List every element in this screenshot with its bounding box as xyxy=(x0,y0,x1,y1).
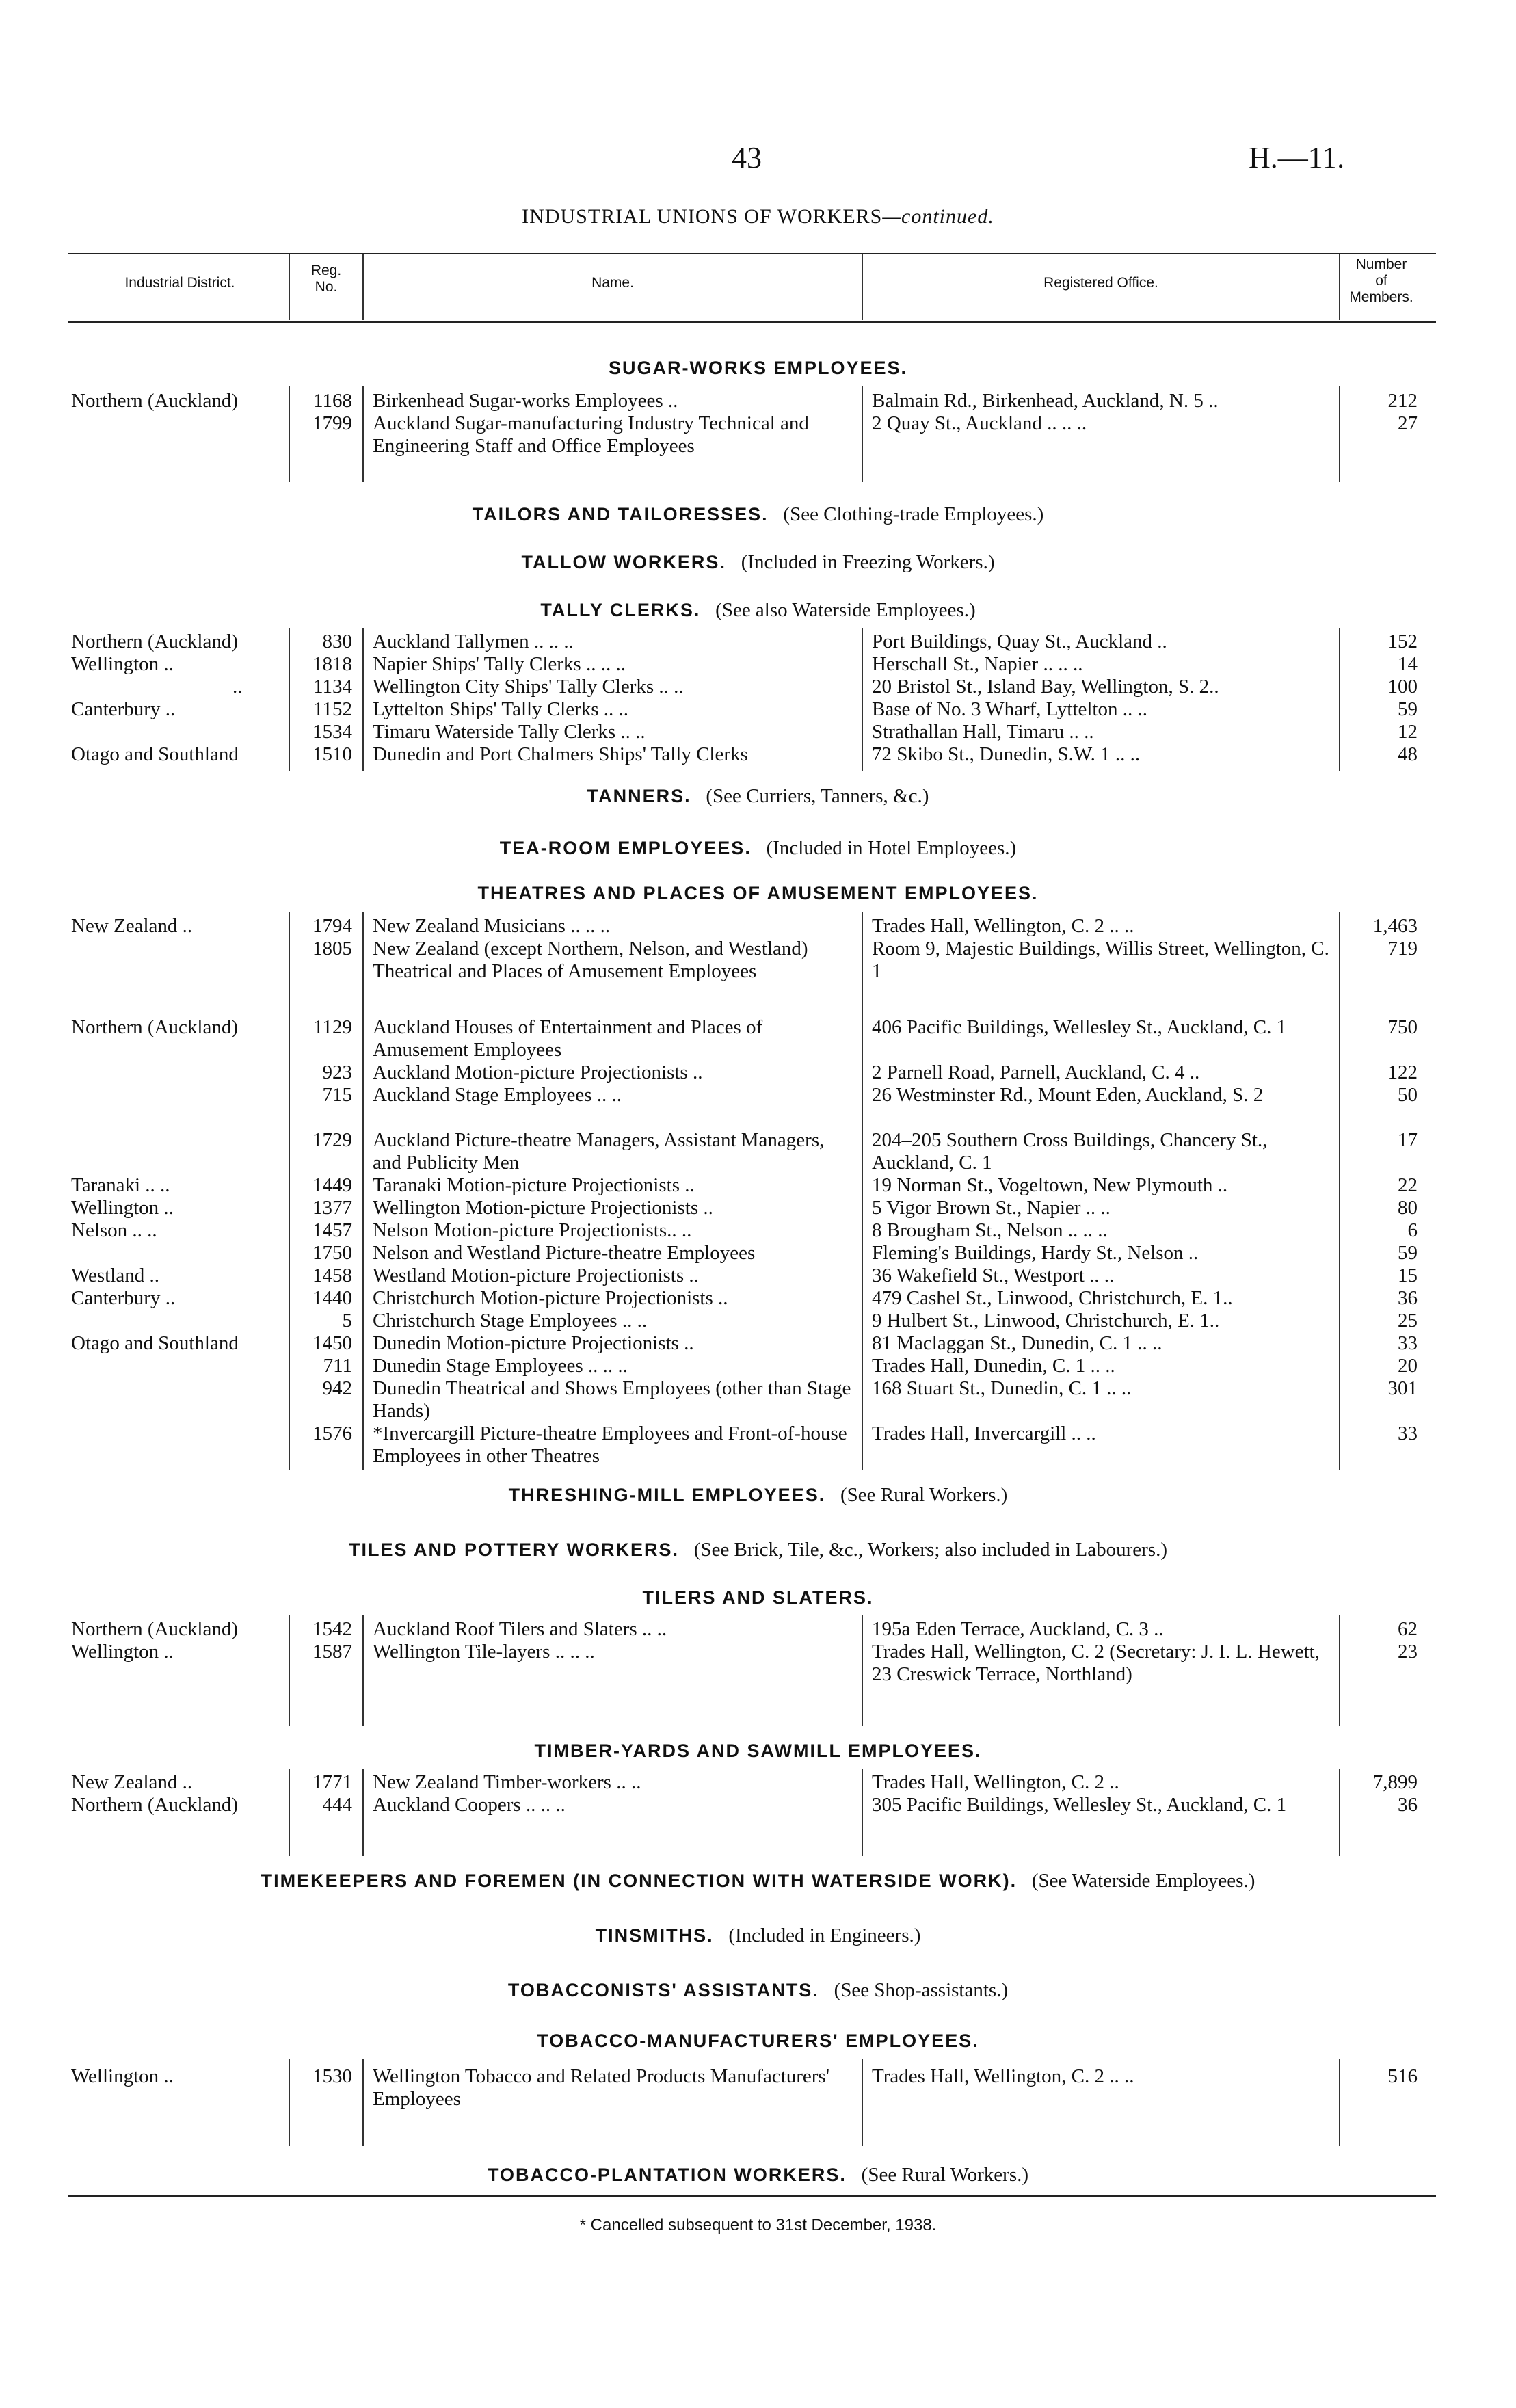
table-caption xyxy=(0,205,1516,228)
section-heading xyxy=(0,551,1516,574)
cell-reg: 1587 xyxy=(312,1641,352,1663)
section-note: (See Rural Workers.) xyxy=(861,2164,1029,2186)
cell-office: Room 9, Majestic Buildings, Willis Street, Wellington, C. 1 xyxy=(872,938,1329,982)
cell-members: 301 xyxy=(1387,1377,1418,1399)
cell-office: 2 Quay St., Auckland .. .. .. xyxy=(872,412,1087,434)
cell-office: 81 Maclaggan St., Dunedin, C. 1 .. .. xyxy=(872,1332,1162,1354)
col-header-office: Registered Office. xyxy=(1043,275,1158,291)
cell-district: Northern (Auckland) xyxy=(71,1618,238,1640)
cell-office: Port Buildings, Quay St., Auckland .. xyxy=(872,631,1167,652)
col-sep xyxy=(1339,1615,1340,1726)
section-note: (See Brick, Tile, &c., Workers; also included in Labourers.) xyxy=(693,1539,1167,1561)
section-note: (See Curriers, Tanners, &c.) xyxy=(706,785,929,807)
section-heading xyxy=(0,2164,1516,2186)
cell-name: Nelson and Westland Picture-theatre Employees xyxy=(373,1242,756,1264)
cell-office: 19 Norman St., Vogeltown, New Plymouth .. xyxy=(872,1174,1228,1196)
col-header-members xyxy=(1340,256,1422,306)
section-title: TOBACCO-PLANTATION WORKERS. xyxy=(487,2165,847,2185)
cell-reg: 1771 xyxy=(312,1771,352,1793)
cell-reg: 1799 xyxy=(312,412,352,434)
cell-district: Northern (Auckland) xyxy=(71,631,238,652)
cell-members: 23 xyxy=(1398,1641,1418,1663)
caption-continued: —continued. xyxy=(882,205,994,228)
cell-reg: 444 xyxy=(322,1794,352,1816)
cell-reg: 923 xyxy=(322,1061,352,1083)
section-heading xyxy=(0,503,1516,526)
section-heading xyxy=(0,882,1516,905)
section-note: (See Rural Workers.) xyxy=(840,1484,1008,1506)
col-sep xyxy=(862,1769,863,1856)
cell-members: 100 xyxy=(1387,676,1418,698)
col-header-members-l1: Number xyxy=(1355,256,1407,272)
cell-name: Timaru Waterside Tally Clerks .. .. xyxy=(373,721,646,743)
cell-office: 72 Skibo St., Dunedin, S.W. 1 .. .. xyxy=(872,743,1141,765)
cell-name: Dunedin and Port Chalmers Ships' Tally Clerks xyxy=(373,743,748,765)
cell-office: 2 Parnell Road, Parnell, Auckland, C. 4 .. xyxy=(872,1061,1200,1083)
cell-members: 1,463 xyxy=(1372,915,1418,937)
cell-reg: 1805 xyxy=(312,938,352,960)
cell-reg: 1449 xyxy=(312,1174,352,1196)
cell-name: Auckland Houses of Entertainment and Places of Amusement Employees xyxy=(373,1016,763,1061)
col-header-members-l2: of xyxy=(1375,273,1387,289)
cell-office: 195a Eden Terrace, Auckland, C. 3 .. xyxy=(872,1618,1164,1640)
cell-reg: 1377 xyxy=(312,1197,352,1219)
cell-name: Auckland Sugar-manufacturing Industry Technical and Engineering Staff and Office Employees xyxy=(373,412,809,457)
cell-district: Westland .. xyxy=(71,1265,159,1286)
cell-members: 750 xyxy=(1387,1016,1418,1038)
section-title: THEATRES AND PLACES OF AMUSEMENT EMPLOYEES. xyxy=(477,883,1039,903)
cell-name: Wellington Tile-layers .. .. .. xyxy=(373,1641,595,1663)
col-header-reg-l1: Reg. xyxy=(310,263,342,278)
cell-members: 7,899 xyxy=(1372,1771,1418,1793)
caption-main: INDUSTRIAL UNIONS OF WORKERS xyxy=(522,205,883,228)
cell-district: Wellington .. xyxy=(71,1641,174,1663)
section-note: (See Clothing-trade Employees.) xyxy=(783,503,1044,525)
cell-office: 8 Brougham St., Nelson .. .. .. xyxy=(872,1219,1108,1241)
cell-members: 719 xyxy=(1387,938,1418,960)
cell-reg: 1542 xyxy=(312,1618,352,1640)
cell-name: Christchurch Motion-picture Projectionists .. xyxy=(373,1287,728,1309)
cell-name: Auckland Motion-picture Projectionists .. xyxy=(373,1061,703,1083)
col-sep xyxy=(362,1769,364,1856)
cell-office: 9 Hulbert St., Linwood, Christchurch, E. 1.. xyxy=(872,1310,1220,1332)
col-sep xyxy=(1339,386,1340,482)
section-title: SUGAR-WORKS EMPLOYEES. xyxy=(608,358,908,378)
cell-members: 25 xyxy=(1398,1310,1418,1332)
cell-district: Canterbury .. xyxy=(71,698,176,720)
section-title: TALLY CLERKS. xyxy=(540,600,701,620)
col-sep xyxy=(362,2059,364,2146)
col-sep xyxy=(862,386,863,482)
col-header-name: Name. xyxy=(591,275,634,291)
cell-name: New Zealand Timber-workers .. .. xyxy=(373,1771,641,1793)
cell-members: 36 xyxy=(1398,1794,1418,1816)
col-header-district: Industrial District. xyxy=(124,275,235,291)
col-sep xyxy=(1339,912,1340,1470)
cell-reg: 1134 xyxy=(313,676,352,698)
cell-office: 406 Pacific Buildings, Wellesley St., Auckland, C. 1 xyxy=(872,1016,1287,1038)
cell-name: Taranaki Motion-picture Projectionists .. xyxy=(373,1174,695,1196)
cell-reg: 1534 xyxy=(312,721,352,743)
col-sep xyxy=(862,628,863,771)
cell-district: Taranaki .. .. xyxy=(71,1174,170,1196)
col-header-reg xyxy=(290,263,362,295)
cell-name: Wellington Tobacco and Related Products Manufacturers' Employees xyxy=(373,2065,829,2110)
section-heading xyxy=(0,837,1516,860)
cell-members: 152 xyxy=(1387,631,1418,652)
cell-district: Nelson .. .. xyxy=(71,1219,157,1241)
cell-members: 516 xyxy=(1387,2065,1418,2087)
col-header-members-l3: Members. xyxy=(1349,289,1413,305)
cell-name: Auckland Stage Employees .. .. xyxy=(373,1084,622,1106)
cell-members: 48 xyxy=(1398,743,1418,765)
cell-office: 204–205 Southern Cross Buildings, Chancery St., Auckland, C. 1 xyxy=(872,1129,1268,1174)
section-title: TIMBER-YARDS AND SAWMILL EMPLOYEES. xyxy=(534,1741,982,1761)
cell-district: Otago and Southland xyxy=(71,743,239,765)
cell-reg: 1458 xyxy=(312,1265,352,1286)
col-sep xyxy=(362,912,364,1470)
cell-reg: 1440 xyxy=(312,1287,352,1309)
cell-reg: 1450 xyxy=(312,1332,352,1354)
col-sep xyxy=(1339,628,1340,771)
col-sep xyxy=(862,1615,863,1726)
section-title: TANNERS. xyxy=(587,786,691,806)
cell-district: Wellington .. xyxy=(71,1197,174,1219)
section-heading xyxy=(0,1587,1516,1609)
cell-members: 33 xyxy=(1398,1423,1418,1444)
cell-office: 479 Cashel St., Linwood, Christchurch, E. 1.. xyxy=(872,1287,1233,1309)
section-title: TAILORS AND TAILORESSES. xyxy=(472,504,769,525)
cell-members: 59 xyxy=(1398,1242,1418,1264)
cell-reg: 715 xyxy=(322,1084,352,1106)
cell-members: 14 xyxy=(1398,653,1418,675)
cell-office: Trades Hall, Invercargill .. .. xyxy=(872,1423,1096,1444)
cell-members: 20 xyxy=(1398,1355,1418,1377)
cell-members: 59 xyxy=(1398,698,1418,720)
header-bottom-rule xyxy=(68,321,1436,323)
cell-name: Auckland Picture-theatre Managers, Assistant Managers, and Publicity Men xyxy=(373,1129,825,1174)
cell-district: Wellington .. xyxy=(71,653,174,675)
col-sep xyxy=(362,628,364,771)
cell-name: Auckland Coopers .. .. .. xyxy=(373,1794,566,1816)
cell-office: 20 Bristol St., Island Bay, Wellington, S. 2.. xyxy=(872,676,1219,698)
section-heading xyxy=(0,2030,1516,2052)
cell-district: Northern (Auckland) xyxy=(71,1794,238,1816)
cell-reg: 1530 xyxy=(312,2065,352,2087)
col-header-reg-l2: No. xyxy=(315,279,338,295)
cell-office: Trades Hall, Wellington, C. 2 .. .. xyxy=(872,2065,1134,2087)
section-heading xyxy=(0,1924,1516,1947)
section-title: THRESHING-MILL EMPLOYEES. xyxy=(508,1485,826,1505)
footer-rule xyxy=(68,2195,1436,2197)
cell-office: Herschall St., Napier .. .. .. xyxy=(872,653,1083,675)
cell-reg: 1750 xyxy=(312,1242,352,1264)
cell-office: Trades Hall, Dunedin, C. 1 .. .. xyxy=(872,1355,1115,1377)
cell-reg: 1794 xyxy=(312,915,352,937)
cell-reg: 1168 xyxy=(313,390,352,412)
cell-reg: 1152 xyxy=(313,698,352,720)
header-top-rule xyxy=(68,253,1436,254)
section-note: (See also Waterside Employees.) xyxy=(715,599,976,621)
section-note: (Included in Hotel Employees.) xyxy=(766,837,1017,859)
cell-name: New Zealand Musicians .. .. .. xyxy=(373,915,611,937)
cell-name: Nelson Motion-picture Projectionists.. .. xyxy=(373,1219,692,1241)
section-heading xyxy=(0,357,1516,380)
cell-reg: 711 xyxy=(323,1355,352,1377)
section-note: (See Waterside Employees.) xyxy=(1031,1870,1255,1892)
cell-reg: 1510 xyxy=(312,743,352,765)
cell-office: 5 Vigor Brown St., Napier .. .. xyxy=(872,1197,1111,1219)
cell-reg: 1129 xyxy=(313,1016,352,1038)
cell-reg: 1818 xyxy=(312,653,352,675)
col-sep xyxy=(1339,1769,1340,1856)
section-heading xyxy=(0,1979,1516,2002)
cell-office: 26 Westminster Rd., Mount Eden, Auckland, S. 2 xyxy=(872,1084,1264,1106)
cell-members: 80 xyxy=(1398,1197,1418,1219)
cell-members: 27 xyxy=(1398,412,1418,434)
cell-name: Dunedin Stage Employees .. .. .. xyxy=(373,1355,628,1377)
cell-office: Strathallan Hall, Timaru .. .. xyxy=(872,721,1094,743)
section-note: (See Shop-assistants.) xyxy=(834,1979,1009,2001)
cell-reg: 942 xyxy=(322,1377,352,1399)
cell-name: Wellington Motion-picture Projectionists .. xyxy=(373,1197,713,1219)
cell-district: Wellington .. xyxy=(71,2065,174,2087)
section-title: TINSMITHS. xyxy=(595,1925,714,1946)
section-title: TOBACCO-MANUFACTURERS' EMPLOYEES. xyxy=(537,2030,979,2051)
section-heading xyxy=(0,599,1516,622)
cell-office: Trades Hall, Wellington, C. 2 .. .. xyxy=(872,915,1134,937)
cell-district: Northern (Auckland) xyxy=(71,1016,238,1038)
section-heading xyxy=(0,1539,1516,1561)
cell-name: Auckland Tallymen .. .. .. xyxy=(373,631,574,652)
section-heading xyxy=(0,1870,1516,1892)
section-title: TOBACCONISTS' ASSISTANTS. xyxy=(507,1980,819,2000)
cell-members: 17 xyxy=(1398,1129,1418,1151)
cell-reg: 1729 xyxy=(312,1129,352,1151)
cell-reg: 1576 xyxy=(312,1423,352,1444)
cell-district: .. xyxy=(232,676,243,698)
cell-reg: 5 xyxy=(342,1310,352,1332)
section-title: TIMEKEEPERS AND FOREMEN (IN CONNECTION WITH WATERSIDE WORK). xyxy=(261,1870,1018,1891)
cell-name: Birkenhead Sugar-works Employees .. xyxy=(373,390,678,412)
cell-district: Canterbury .. xyxy=(71,1287,176,1309)
col-sep xyxy=(362,386,364,482)
col-sep xyxy=(862,2059,863,2146)
cell-reg: 1457 xyxy=(312,1219,352,1241)
section-heading xyxy=(0,1484,1516,1507)
cell-name: Lyttelton Ships' Tally Clerks .. .. xyxy=(373,698,629,720)
col-sep xyxy=(1339,2059,1340,2146)
cell-name: New Zealand (except Northern, Nelson, and Westland) Theatrical and Places of Amusement Employees xyxy=(373,938,808,982)
cell-members: 15 xyxy=(1398,1265,1418,1286)
cell-members: 212 xyxy=(1387,390,1418,412)
cell-name: Christchurch Stage Employees .. .. xyxy=(373,1310,648,1332)
cell-name: *Invercargill Picture-theatre Employees and Front-of-house Employees in other Theatres xyxy=(373,1423,847,1467)
cell-members: 12 xyxy=(1398,721,1418,743)
cell-office: Balmain Rd., Birkenhead, Auckland, N. 5 .. xyxy=(872,390,1219,412)
cell-office: Fleming's Buildings, Hardy St., Nelson .. xyxy=(872,1242,1199,1264)
cell-office: 36 Wakefield St., Westport .. .. xyxy=(872,1265,1115,1286)
footnote: * Cancelled subsequent to 31st December, 1938. xyxy=(579,2216,937,2234)
document-reference: H.—11. xyxy=(1249,141,1345,174)
section-note: (Included in Engineers.) xyxy=(728,1924,921,1946)
section-heading xyxy=(0,1740,1516,1762)
section-note: (Included in Freezing Workers.) xyxy=(741,551,995,573)
section-title: TEA-ROOM EMPLOYEES. xyxy=(499,838,752,858)
cell-members: 62 xyxy=(1398,1618,1418,1640)
cell-district: Northern (Auckland) xyxy=(71,390,238,412)
cell-office: 305 Pacific Buildings, Wellesley St., Auckland, C. 1 xyxy=(872,1794,1287,1816)
cell-members: 50 xyxy=(1398,1084,1418,1106)
cell-office: Trades Hall, Wellington, C. 2 .. xyxy=(872,1771,1119,1793)
section-title: TALLOW WORKERS. xyxy=(521,552,726,572)
section-title: TILERS AND SLATERS. xyxy=(642,1587,874,1608)
cell-name: Dunedin Theatrical and Shows Employees (other than Stage Hands) xyxy=(373,1377,851,1422)
section-title: TILES AND POTTERY WORKERS. xyxy=(349,1539,680,1560)
cell-members: 36 xyxy=(1398,1287,1418,1309)
cell-name: Dunedin Motion-picture Projectionists .. xyxy=(373,1332,694,1354)
col-sep xyxy=(362,1615,364,1726)
cell-district: New Zealand .. xyxy=(71,1771,193,1793)
cell-district: Otago and Southland xyxy=(71,1332,239,1354)
cell-members: 6 xyxy=(1407,1219,1418,1241)
cell-members: 33 xyxy=(1398,1332,1418,1354)
cell-office: Trades Hall, Wellington, C. 2 (Secretary: J. I. L. Hewett, 23 Creswick Terrace, Northland) xyxy=(872,1641,1320,1685)
cell-members: 122 xyxy=(1387,1061,1418,1083)
cell-district: New Zealand .. xyxy=(71,915,193,937)
cell-office: 168 Stuart St., Dunedin, C. 1 .. .. xyxy=(872,1377,1132,1399)
cell-name: Napier Ships' Tally Clerks .. .. .. xyxy=(373,653,626,675)
col-sep xyxy=(862,912,863,1470)
cell-name: Westland Motion-picture Projectionists .. xyxy=(373,1265,699,1286)
cell-name: Auckland Roof Tilers and Slaters .. .. xyxy=(373,1618,667,1640)
cell-name: Wellington City Ships' Tally Clerks .. .. xyxy=(373,676,684,698)
cell-members: 22 xyxy=(1398,1174,1418,1196)
section-heading xyxy=(0,785,1516,808)
cell-reg: 830 xyxy=(322,631,352,652)
cell-office: Base of No. 3 Wharf, Lyttelton .. .. xyxy=(872,698,1147,720)
page-number: 43 xyxy=(732,141,762,174)
